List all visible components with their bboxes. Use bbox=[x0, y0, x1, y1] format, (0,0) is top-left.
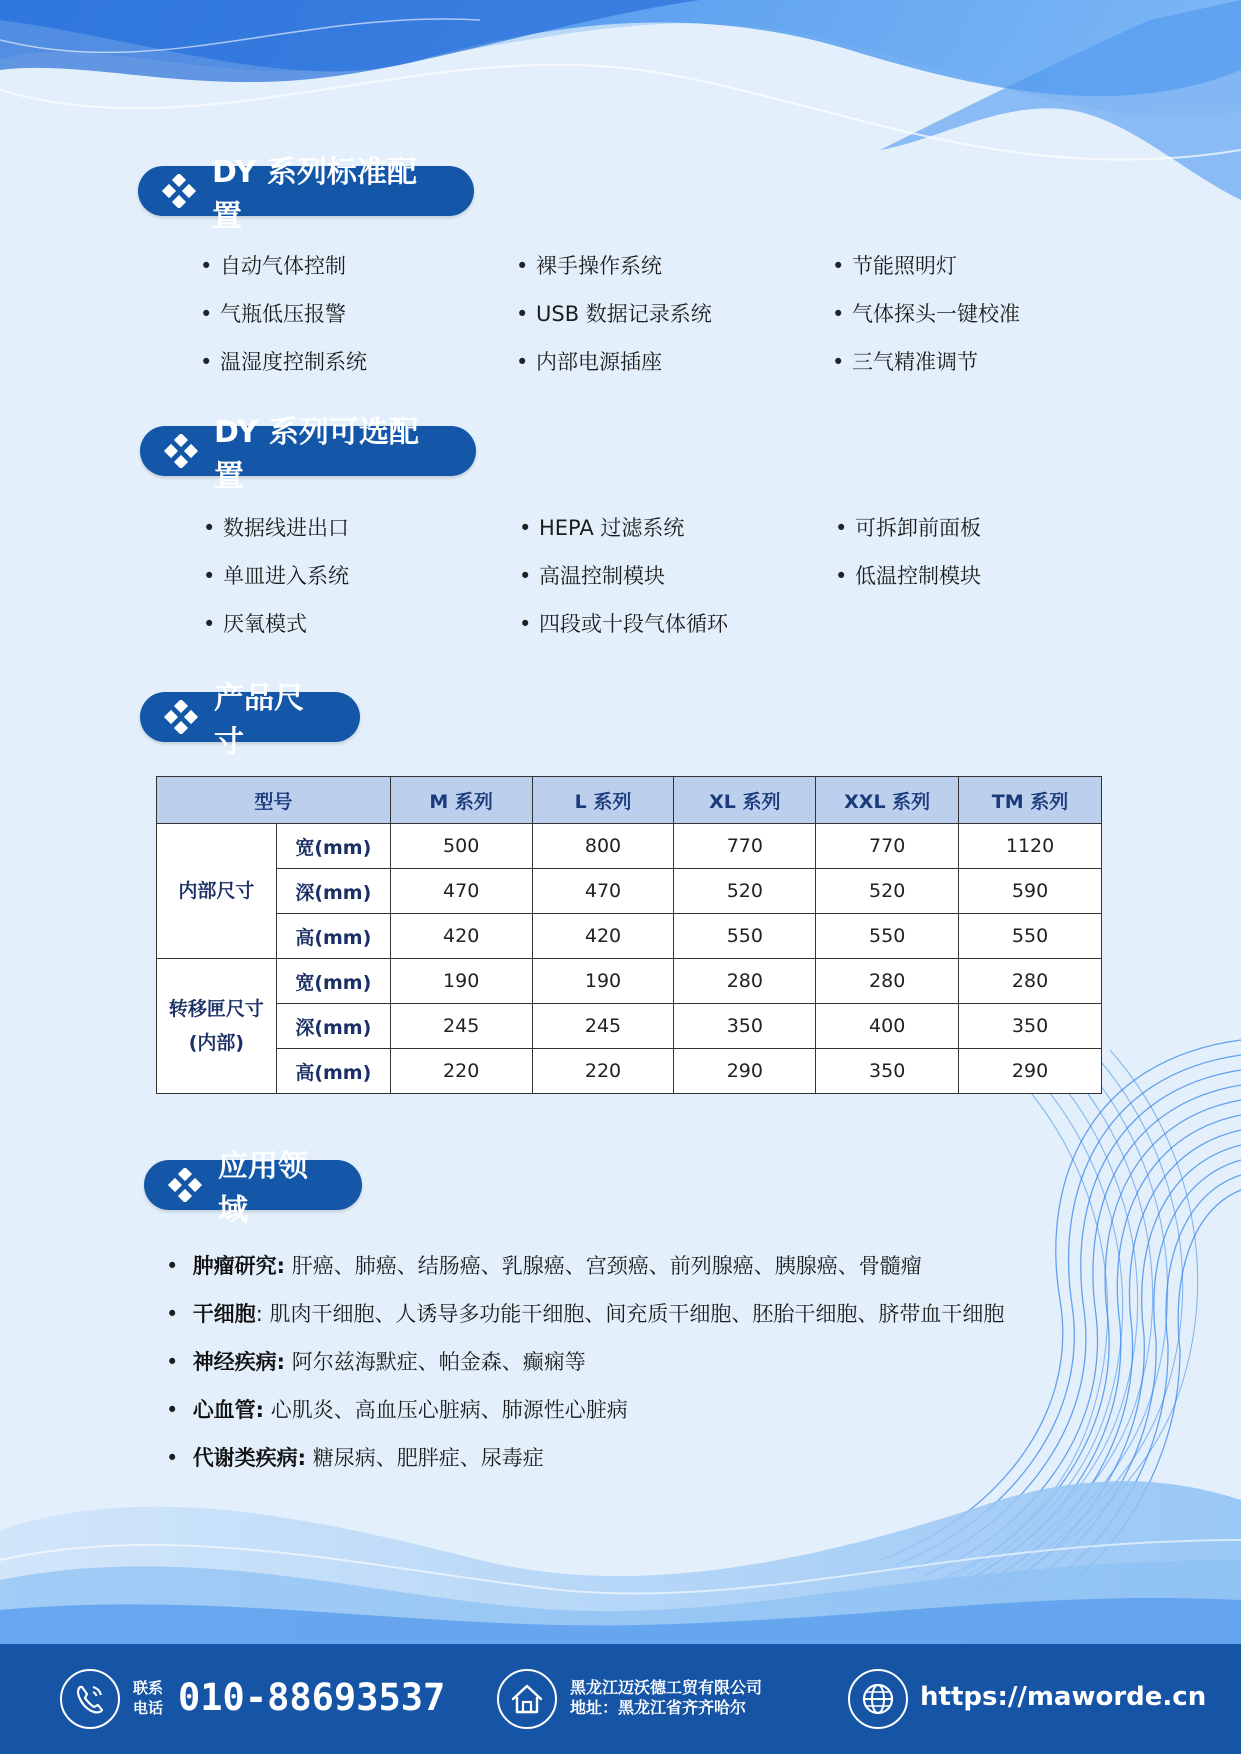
table-row bbox=[157, 914, 1102, 959]
table-cell: 770 bbox=[816, 824, 959, 869]
application-text: 肝癌、肺癌、结肠癌、乳腺癌、宫颈癌、前列腺癌、胰腺癌、骨髓瘤 bbox=[285, 1254, 922, 1278]
table-cell: 280 bbox=[674, 959, 816, 1004]
table-cell: 520 bbox=[816, 869, 959, 914]
globe-icon bbox=[848, 1669, 908, 1729]
table-cell: 350 bbox=[816, 1049, 959, 1094]
list-item: • 数据线进出口 bbox=[203, 512, 349, 542]
home-icon bbox=[497, 1669, 557, 1729]
group-label-line: (内部) bbox=[188, 1032, 245, 1054]
dim-label: 深(mm) bbox=[276, 869, 390, 914]
diamond-cluster-icon bbox=[162, 434, 200, 468]
company-address: 地址：黑龙江省齐齐哈尔 bbox=[570, 1698, 747, 1717]
table-row bbox=[157, 869, 1102, 914]
list-item bbox=[166, 1250, 922, 1280]
group-label-internal bbox=[157, 824, 277, 959]
table-cell: 500 bbox=[390, 824, 532, 869]
footer-bar bbox=[0, 1644, 1241, 1754]
column-header: TM 系列 bbox=[959, 777, 1102, 824]
table-cell: 400 bbox=[816, 1004, 959, 1049]
list-item: • USB 数据记录系统 bbox=[516, 298, 712, 328]
phone-label-line: 联系 bbox=[133, 1679, 164, 1697]
list-item bbox=[166, 1346, 586, 1376]
list-item: • 三气精准调节 bbox=[832, 346, 978, 376]
list-item: • 气体探头一键校准 bbox=[832, 298, 1020, 328]
table-header-row bbox=[157, 777, 1102, 824]
table-row bbox=[157, 1004, 1102, 1049]
table-cell: 470 bbox=[532, 869, 674, 914]
table-cell: 520 bbox=[674, 869, 816, 914]
table-cell: 550 bbox=[674, 914, 816, 959]
list-item bbox=[166, 1442, 544, 1472]
list-item: • 低温控制模块 bbox=[835, 560, 981, 590]
dim-label: 高(mm) bbox=[276, 914, 390, 959]
table-cell: 245 bbox=[390, 1004, 532, 1049]
section-header-standard bbox=[138, 155, 474, 234]
column-header: M 系列 bbox=[390, 777, 532, 824]
section-title: DY 系列标准配置 bbox=[212, 155, 417, 234]
table-row bbox=[157, 959, 1102, 1004]
website-link[interactable]: https://maworde.cn bbox=[920, 1682, 1207, 1712]
column-header: L 系列 bbox=[532, 777, 674, 824]
group-label-line: 转移匣尺寸 bbox=[168, 998, 264, 1020]
phone-label bbox=[133, 1678, 163, 1718]
phone-icon bbox=[60, 1669, 120, 1729]
table-cell: 245 bbox=[532, 1004, 674, 1049]
column-header-model: 型号 bbox=[157, 777, 391, 824]
section-header-dimensions bbox=[140, 681, 360, 760]
list-item: • 气瓶低压报警 bbox=[200, 298, 346, 328]
table-cell: 290 bbox=[959, 1049, 1102, 1094]
dim-label: 宽(mm) bbox=[276, 824, 390, 869]
group-label-line: 内部尺寸 bbox=[178, 880, 255, 902]
table-cell: 190 bbox=[532, 959, 674, 1004]
group-label-transfer bbox=[157, 959, 277, 1094]
table-cell: 220 bbox=[390, 1049, 532, 1094]
list-item: • 单皿进入系统 bbox=[203, 560, 349, 590]
application-key: 神经疾病: bbox=[192, 1350, 286, 1374]
application-text: 阿尔兹海默症、帕金森、癫痫等 bbox=[285, 1350, 586, 1374]
table-cell: 350 bbox=[959, 1004, 1102, 1049]
section-title: DY 系列可选配置 bbox=[214, 415, 419, 494]
diamond-cluster-icon bbox=[160, 174, 198, 208]
list-item: • 高温控制模块 bbox=[519, 560, 665, 590]
table-cell: 800 bbox=[532, 824, 674, 869]
phone-number[interactable]: 010-88693537 bbox=[178, 1676, 446, 1719]
dim-label: 宽(mm) bbox=[276, 959, 390, 1004]
list-item bbox=[166, 1394, 628, 1424]
table-cell: 350 bbox=[674, 1004, 816, 1049]
table-cell: 420 bbox=[390, 914, 532, 959]
list-item: • 温湿度控制系统 bbox=[200, 346, 367, 376]
company-name: 黑龙江迈沃德工贸有限公司 bbox=[570, 1678, 763, 1697]
table-cell: 420 bbox=[532, 914, 674, 959]
list-item: • HEPA 过滤系统 bbox=[519, 512, 684, 542]
section-title: 应用领域 bbox=[218, 1149, 308, 1228]
section-header-applications bbox=[144, 1149, 362, 1228]
application-text: 心肌炎、高血压心脏病、肺源性心脏病 bbox=[264, 1398, 628, 1422]
phone-label-line: 电话 bbox=[133, 1699, 164, 1717]
list-item: • 厌氧模式 bbox=[203, 608, 307, 638]
list-item: • 自动气体控制 bbox=[200, 250, 346, 280]
table-cell: 220 bbox=[532, 1049, 674, 1094]
table-cell: 550 bbox=[959, 914, 1102, 959]
application-key: 心血管: bbox=[192, 1398, 265, 1422]
application-text: 糖尿病、肥胖症、尿毒症 bbox=[306, 1446, 544, 1470]
table-cell: 290 bbox=[674, 1049, 816, 1094]
table-cell: 770 bbox=[674, 824, 816, 869]
section-header-optional bbox=[140, 415, 476, 494]
list-item: • 裸手操作系统 bbox=[516, 250, 662, 280]
list-item: • 四段或十段气体循环 bbox=[519, 608, 728, 638]
dim-label: 深(mm) bbox=[276, 1004, 390, 1049]
table-cell: 550 bbox=[816, 914, 959, 959]
table-row bbox=[157, 824, 1102, 869]
list-item bbox=[166, 1298, 1004, 1328]
application-key: 代谢类疾病: bbox=[192, 1446, 307, 1470]
list-item: • 可拆卸前面板 bbox=[835, 512, 981, 542]
column-header: XL 系列 bbox=[674, 777, 816, 824]
table-cell: 590 bbox=[959, 869, 1102, 914]
application-key: 干细胞 bbox=[192, 1302, 256, 1326]
application-key: 肿瘤研究: bbox=[192, 1254, 286, 1278]
diamond-cluster-icon bbox=[166, 1168, 204, 1202]
table-cell: 280 bbox=[816, 959, 959, 1004]
table-cell: 1120 bbox=[959, 824, 1102, 869]
company-info bbox=[570, 1678, 762, 1718]
diamond-cluster-icon bbox=[162, 700, 200, 734]
table-cell: 280 bbox=[959, 959, 1102, 1004]
table-cell: 470 bbox=[390, 869, 532, 914]
dim-label: 高(mm) bbox=[276, 1049, 390, 1094]
table-row bbox=[157, 1049, 1102, 1094]
column-header: XXL 系列 bbox=[816, 777, 959, 824]
application-text: : 肌肉干细胞、人诱导多功能干细胞、间充质干细胞、胚胎干细胞、脐带血干细胞 bbox=[255, 1302, 1005, 1326]
table-cell: 190 bbox=[390, 959, 532, 1004]
dimensions-table bbox=[156, 776, 1102, 1094]
list-item: • 节能照明灯 bbox=[832, 250, 957, 280]
list-item: • 内部电源插座 bbox=[516, 346, 662, 376]
section-title: 产品尺寸 bbox=[214, 681, 304, 760]
